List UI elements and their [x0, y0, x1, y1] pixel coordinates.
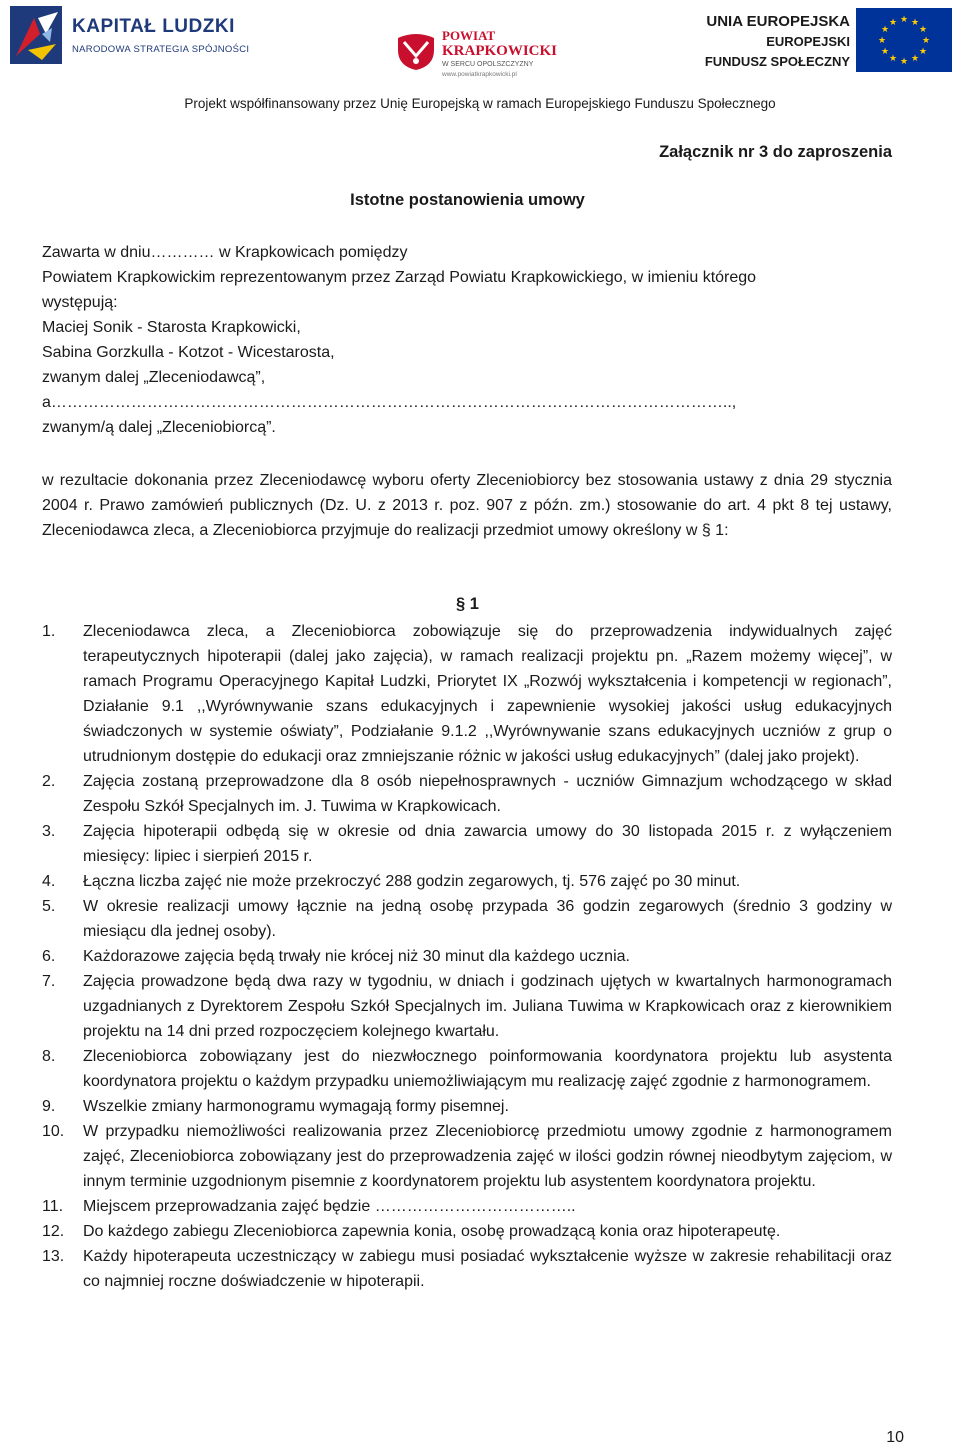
clause-item: [42, 769, 892, 819]
clause-item: [42, 1244, 892, 1294]
svg-text:★: ★: [880, 47, 890, 57]
document-title: Istotne postanowienia umowy: [350, 191, 585, 209]
eu-flag-icon: [856, 8, 952, 72]
eu-union-label: UNIA EUROPEJSKA: [706, 13, 850, 30]
annex-label: Załącznik nr 3 do zaproszenia: [659, 143, 892, 161]
kapital-ludzki-subtitle: NARODOWA STRATEGIA SPÓJNOŚCI: [72, 44, 250, 55]
clause-item: [42, 969, 892, 1044]
svg-text:★: ★: [877, 36, 887, 46]
clause-item: [42, 1194, 892, 1219]
kapital-ludzki-emblem-icon: [8, 4, 64, 66]
page-header: [0, 0, 960, 120]
clause-number: 13.: [42, 1248, 65, 1265]
kapital-ludzki-logo: [4, 2, 250, 72]
clause-number: 4.: [42, 873, 56, 890]
clause-number: 11.: [42, 1198, 64, 1215]
clause-text: Zajęcia hipoterapii odbędą się w okresie od dnia zawarcia umowy do 30 listopada 2015 r. z wyłączeniem miesięcy: lipiec i sierpień 2015 r.: [83, 823, 892, 865]
clause-item: [42, 1219, 892, 1244]
clause-text: W przypadku niemożliwości realizowania przez Zleceniobiorcę przedmiotu umowy zgodnie z harmonogramem zajęć, Zleceniobiorca zobowiązany jest do przeprowadzenia zajęć w ilości godzin równej nieodbytym zajęciom, w innym terminie uzgodnionym pisemnie z koordynatorem projektu lub asystentem koordynatora projektu.: [83, 1123, 892, 1190]
clause-item: [42, 619, 892, 769]
clause-text: Zleceniobiorca zobowiązany jest do niezwłocznego poinformowania koordynatora projektu lub asystenta koordynatora projektu o każdym przypadku uniemożliwiającym mu realizację zajęć zgodnie z harmonogramem.: [83, 1048, 892, 1090]
svg-text:★: ★: [888, 54, 898, 64]
svg-text:★: ★: [899, 57, 909, 67]
intro-line: Sabina Gorzkulla - Kotzot - Wicestarosta,: [42, 344, 335, 361]
clause-text: Zajęcia zostaną przeprowadzone dla 8 osób niepełnosprawnych - uczniów Gimnazjum wchodzącego w skład Zespołu Szkół Specjalnych im. J. Tuwima w Krapkowicach.: [83, 773, 892, 815]
contract-parties: [42, 240, 892, 440]
svg-text:★: ★: [880, 25, 890, 35]
clause-list: [42, 619, 892, 1294]
clause-text: W okresie realizacji umowy łącznie na jedną osobę przypada 36 godzin zegarowych (średnio 3 godziny w miesiącu dla jednej osoby).: [83, 898, 892, 940]
clause-item: [42, 1094, 892, 1119]
powiat-url: www.powiatkrapkowicki.pl: [442, 71, 517, 78]
clause-number: 6.: [42, 948, 56, 965]
clause-item: [42, 1044, 892, 1094]
intro-line: zwanym dalej „Zleceniodawcą”,: [42, 369, 266, 386]
clause-item: [42, 894, 892, 944]
svg-text:★: ★: [921, 36, 931, 46]
clause-item: [42, 869, 892, 894]
intro-line: występują:: [42, 294, 118, 311]
svg-text:★: ★: [918, 47, 928, 57]
svg-text:★: ★: [910, 54, 920, 64]
clause-item: [42, 1119, 892, 1194]
clause-text: Do każdego zabiegu Zleceniobiorca zapewnia konia, osobę prowadzącą konia oraz hipoterapeutę.: [83, 1223, 781, 1240]
clause-text: Zajęcia prowadzone będą dwa razy w tygodniu, w dniach i godzinach ujętych w kwartalnych harmonogramach uzgadnianych z Dyrektorem Zespołu Szkół Specjalnych im. Juliana Tuwima w Krapkowicach oraz z kierownikiem projektu na 14 dni przed rozpoczęciem kolejnego kwartału.: [83, 973, 892, 1040]
clause-number: 7.: [42, 973, 56, 990]
clause-number: 5.: [42, 898, 56, 915]
svg-text:★: ★: [888, 18, 898, 28]
legal-basis-paragraph: w rezultacie dokonania przez Zleceniodawcę wyboru oferty Zleceniobiorcy bez stosowania ustawy z dnia 29 stycznia 2004 r. Prawo zamówień publicznych (Dz. U. z 2013 r. poz. 907 z późn. zm.) stosowanie do art. 4 pkt 8 tej ustawy, Zleceniodawca zleca, a Zleceniobiorca przyjmuje do realizacji przedmiot umowy określony w § 1:: [42, 472, 892, 539]
clause-number: 1.: [42, 623, 56, 640]
intro-line: Zawarta w dniu………… w Krapkowicach pomiędzy: [42, 244, 408, 261]
eu-text: [705, 12, 850, 72]
kapital-ludzki-title: KAPITAŁ LUDZKI: [72, 16, 235, 37]
clause-text: Miejscem przeprowadzania zajęć będzie ………………………………..: [83, 1198, 576, 1215]
intro-line: a………………………………………………………………………………………………………………..,: [42, 394, 737, 411]
powiat-label: POWIAT: [442, 28, 496, 43]
clause-number: 2.: [42, 773, 56, 790]
clause-item: [42, 944, 892, 969]
project-cofinancing-line: Projekt współfinansowany przez Unię Europejską w ramach Europejskiego Funduszu Społecznego: [184, 96, 776, 111]
page-number: 10: [886, 1429, 904, 1446]
clause-text: Zleceniodawca zleca, a Zleceniobiorca zobowiązuje się do przeprowadzenia indywidualnych zajęć terapeutycznych hipoterapii (dalej jako zajęcia), w ramach realizacji projektu pn. „Razem możemy więcej”, w ramach Programu Operacyjnego Kapitał Ludzki, Priorytet IX „Rozwój wykształcenia i kompetencji w regionach”, Działanie 9.1 ,,Wyrównywanie szans edukacyjnych i zapewnienie wysokiej jakości usług edukacyjnych świadczonych w systemie oświaty”, Podziałanie 9.1.2 ,,Wyrównywanie szans edukacyjnych uczniów z grup o utrudnionym dostępie do edukacji oraz zmniejszanie różnic w jakości usług edukacyjnych” (dalej jako projekt).: [83, 623, 892, 765]
clause-number: 9.: [42, 1098, 56, 1115]
powiat-krapkowicki-logo: [394, 24, 558, 84]
svg-text:★: ★: [910, 18, 920, 28]
powiat-crest-icon: [394, 28, 438, 72]
clause-number: 10.: [42, 1123, 65, 1140]
intro-line: zwanym/ą dalej „Zleceniobiorcą”.: [42, 419, 276, 436]
clause-text: Każdorazowe zajęcia będą trwały nie krócej niż 30 minut dla każdego ucznia.: [83, 948, 630, 965]
eu-logo: [700, 4, 958, 70]
clause-number: 8.: [42, 1048, 56, 1065]
svg-text:★: ★: [899, 15, 909, 25]
intro-line: Maciej Sonik - Starosta Krapkowicki,: [42, 319, 301, 336]
clause-text: Wszelkie zmiany harmonogramu wymagają formy pisemnej.: [83, 1098, 509, 1115]
clause-text: Łączna liczba zajęć nie może przekroczyć 288 godzin zegarowych, tj. 576 zajęć po 30 minut.: [83, 873, 741, 890]
powiat-slogan: W SERCU OPOLSZCZYZNY: [442, 61, 534, 68]
clause-number: 12.: [42, 1223, 65, 1240]
intro-line: Powiatem Krapkowickim reprezentowanym przez Zarząd Powiatu Krapkowickiego, w imieniu którego: [42, 269, 757, 286]
clause-item: [42, 819, 892, 869]
clause-text: Każdy hipoterapeuta uczestniczący w zabiegu musi posiadać wykształcenie wyższe w zakresie rehabilitacji oraz co najmniej roczne doświadczenie w hipoterapii.: [83, 1248, 892, 1290]
eu-fund-label-1: EUROPEJSKI: [766, 34, 850, 49]
krapkowicki-label: KRAPKOWICKI: [442, 43, 558, 59]
svg-text:★: ★: [918, 25, 928, 35]
section-heading: § 1: [456, 595, 479, 613]
eu-fund-label-2: FUNDUSZ SPOŁECZNY: [704, 54, 850, 69]
clause-number: 3.: [42, 823, 56, 840]
